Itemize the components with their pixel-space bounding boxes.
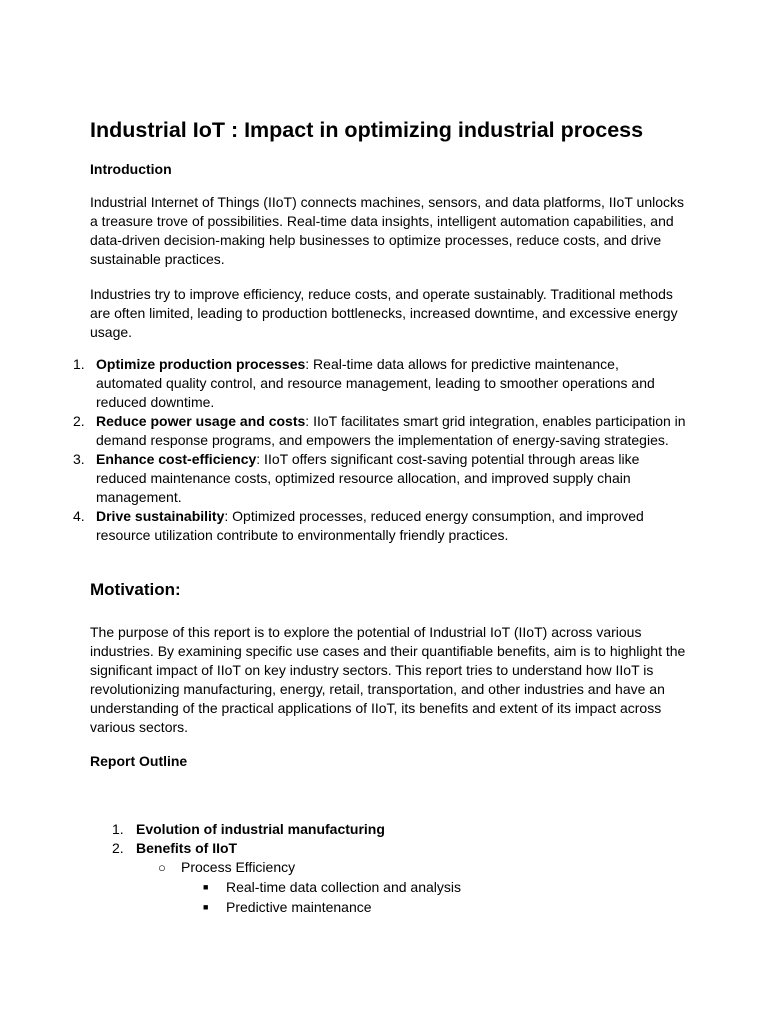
text-line: industries. By examining specific use cases and their quantifiable benefits, aim is to highlight the <box>90 643 686 659</box>
report-outline-heading: Report Outline <box>90 753 188 769</box>
list-item-text: automated quality control, and resource management, leading to smoother operations and <box>96 375 655 391</box>
list-item-text: demand response programs, and empowers the implementation of energy-saving strategies. <box>96 432 669 448</box>
list-item-text: reduced downtime. <box>96 394 215 410</box>
hollow-circle-bullet-icon: ○ <box>158 860 166 875</box>
report-outline-list <box>0 820 768 917</box>
list-item-text: resource utilization contribute to environmentally friendly practices. <box>96 527 509 543</box>
list-item-text: reduced maintenance costs, optimized resource allocation, and improved supply chain <box>96 470 631 486</box>
motivation-heading: Motivation: <box>90 580 181 599</box>
list-item <box>0 412 768 450</box>
list-number: 3. <box>73 451 85 467</box>
list-number: 2. <box>73 413 85 429</box>
text-line: The purpose of this report is to explore the potential of Industrial IoT (IIoT) across various <box>90 624 642 640</box>
outline-subsubitem <box>0 898 768 917</box>
text-line: are often limited, leading to production bottlenecks, increased downtime, and excessive energy <box>90 305 678 321</box>
motivation-paragraph <box>90 623 690 737</box>
list-item-text: management. <box>96 489 182 505</box>
list-item-text: : Real-time data allows for predictive maintenance, <box>305 356 619 372</box>
outline-item-text: Evolution of industrial manufacturing <box>136 821 385 837</box>
list-item <box>0 507 768 545</box>
outline-item-text: Benefits of IIoT <box>136 840 238 856</box>
outline-subitem-text: Process Efficiency <box>181 859 296 875</box>
text-line: revolutionizing manufacturing, energy, retail, transportation, and other industries and have an <box>90 681 665 697</box>
text-line: a treasure trove of possibilities. Real-time data insights, intelligent automation capabilities, and <box>90 213 674 229</box>
list-number: 2. <box>112 840 124 856</box>
square-bullet-icon: ■ <box>203 902 209 912</box>
outline-subsubitem <box>0 878 768 897</box>
benefits-numbered-list <box>0 355 768 545</box>
outline-subitem <box>0 858 768 877</box>
list-item-text: : IIoT offers significant cost-saving potential through areas like <box>256 451 640 467</box>
text-line: usage. <box>90 324 133 340</box>
list-item-bold-label: Reduce power usage and costs <box>96 413 306 429</box>
list-item <box>0 355 768 412</box>
text-line: significant impact of IIoT on key industry sectors. This report tries to understand how IIoT is <box>90 662 654 678</box>
introduction-heading: Introduction <box>90 161 172 177</box>
text-line: Industrial Internet of Things (IIoT) connects machines, sensors, and data platforms, IIoT unlocks <box>90 194 684 210</box>
text-line: understanding of the practical applications of IIoT, its benefits and extent of its impact across <box>90 700 662 716</box>
outline-item <box>0 820 768 839</box>
list-item-text: : Optimized processes, reduced energy consumption, and improved <box>224 508 644 524</box>
text-line: various sectors. <box>90 719 189 735</box>
list-item-bold-label: Enhance cost-efficiency <box>96 451 257 467</box>
list-number: 1. <box>112 821 124 837</box>
text-line: data-driven decision-making help businesses to optimize processes, reduce costs, and drive <box>90 232 662 248</box>
list-item <box>0 450 768 507</box>
text-line: sustainable practices. <box>90 251 225 267</box>
introduction-paragraph-1 <box>90 193 690 269</box>
document-title: Industrial IoT : Impact in optimizing industrial process <box>90 118 644 142</box>
square-bullet-icon: ■ <box>203 882 209 892</box>
text-line: Industries try to improve efficiency, reduce costs, and operate sustainably. Traditional methods <box>90 286 673 302</box>
list-number: 1. <box>73 356 85 372</box>
outline-item <box>0 839 768 858</box>
introduction-paragraph-2 <box>90 285 690 342</box>
list-number: 4. <box>73 508 85 524</box>
list-item-text: : IIoT facilitates smart grid integration, enables participation in <box>305 413 686 429</box>
outline-subsubitem-text: Predictive maintenance <box>226 899 372 915</box>
list-item-bold-label: Optimize production processes <box>96 356 306 372</box>
list-item-bold-label: Drive sustainability <box>96 508 225 524</box>
outline-subsubitem-text: Real-time data collection and analysis <box>226 879 462 895</box>
